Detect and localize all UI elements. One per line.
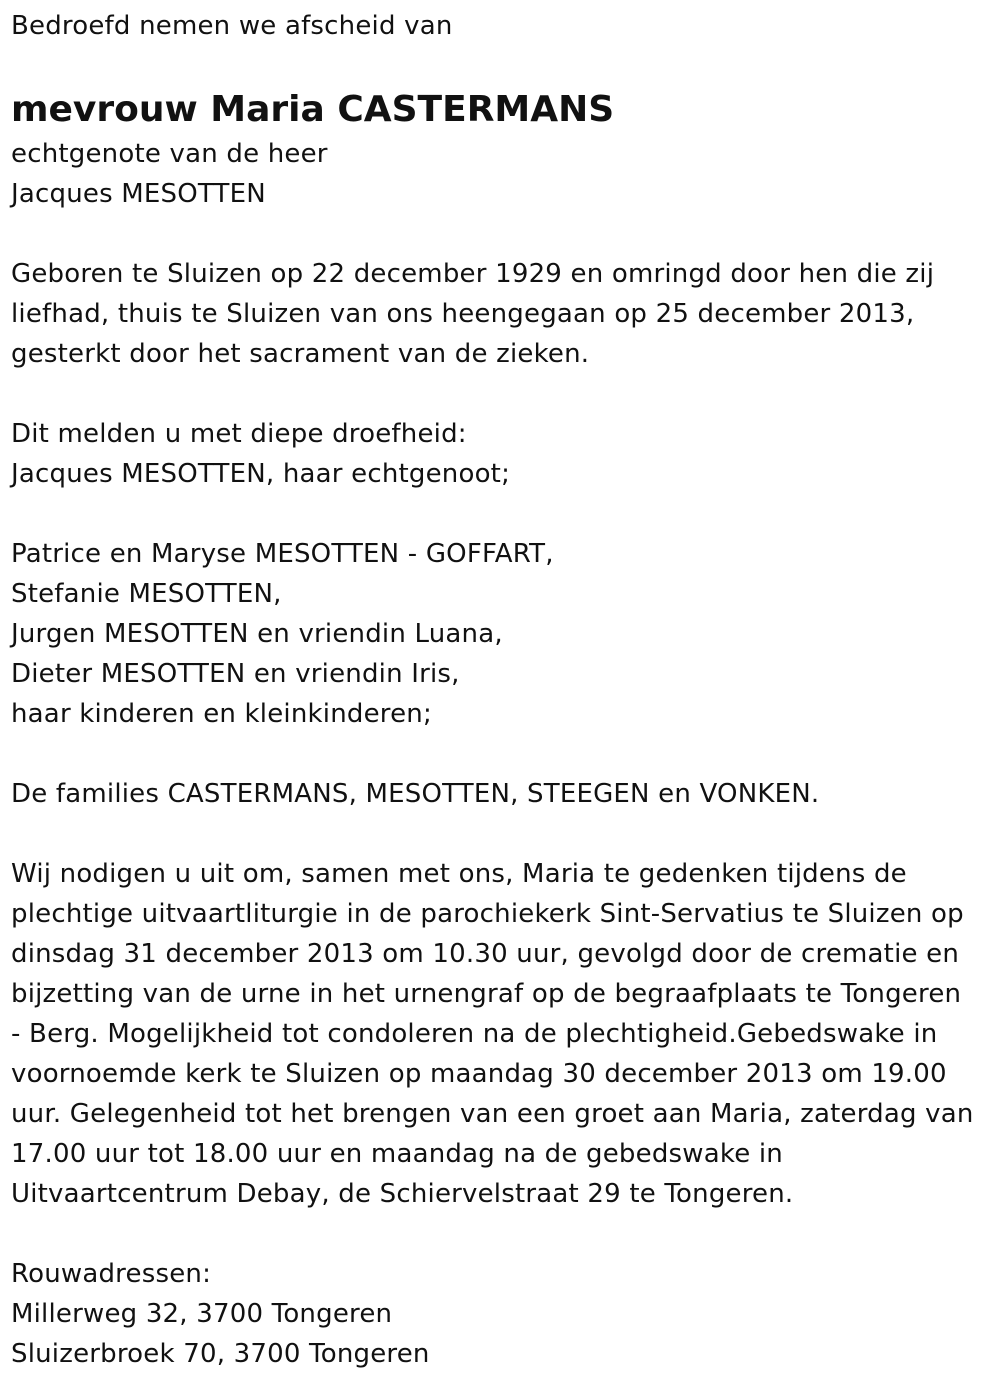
invitation-line: 17.00 uur tot 18.00 uur en maandag na de gebedswake in	[11, 1139, 783, 1169]
families-line: De families CASTERMANS, MESOTTEN, STEEGEN en VONKEN.	[11, 779, 820, 809]
addresses-block	[11, 1254, 986, 1374]
children-block	[11, 534, 986, 734]
child-line: Dieter MESOTTEN en vriendin Iris,	[11, 659, 460, 689]
spouse-line: echtgenote van de heer	[11, 139, 328, 169]
address-line: Millerweg 32, 3700 Tongeren	[11, 1299, 393, 1329]
invitation-line: Wij nodigen u uit om, samen met ons, Maria te gedenken tijdens de	[11, 859, 907, 889]
child-line: Patrice en Maryse MESOTTEN - GOFFART,	[11, 539, 554, 569]
address-line: Sluizerbroek 70, 3700 Tongeren	[11, 1339, 430, 1369]
invitation-line: - Berg. Mogelijkheid tot condoleren na de plechtigheid.Gebedswake in	[11, 1019, 938, 1049]
spouse-name: Jacques MESOTTEN	[11, 179, 266, 209]
invitation-line: plechtige uitvaartliturgie in de parochiekerk Sint-Servatius te Sluizen op	[11, 899, 964, 929]
announcer-line: Jacques MESOTTEN, haar echtgenoot;	[11, 459, 511, 489]
child-line: Jurgen MESOTTEN en vriendin Luana,	[11, 619, 503, 649]
birth-death-paragraph	[11, 254, 986, 374]
announcer-line: Dit melden u met diepe droefheid:	[11, 419, 467, 449]
addresses-heading: Rouwadressen:	[11, 1259, 212, 1289]
child-line: haar kinderen en kleinkinderen;	[11, 699, 432, 729]
paragraph-line: Geboren te Sluizen op 22 december 1929 en omringd door hen die zij	[11, 259, 935, 289]
invitation-line: uur. Gelegenheid tot het brengen van een groet aan Maria, zaterdag van	[11, 1099, 974, 1129]
intro-text: Bedroefd nemen we afscheid van	[11, 11, 453, 41]
spouse-block	[11, 134, 986, 214]
invitation-line: voornoemde kerk te Sluizen op maandag 30 december 2013 om 19.00	[11, 1059, 947, 1089]
announcers-block	[11, 414, 986, 494]
paragraph-line: gesterkt door het sacrament van de zieken.	[11, 339, 590, 369]
families-block	[11, 774, 986, 814]
invitation-paragraph	[11, 854, 986, 1214]
invitation-line: bijzetting van de urne in het urnengraf op de begraafplaats te Tongeren	[11, 979, 962, 1009]
paragraph-line: liefhad, thuis te Sluizen van ons heengegaan op 25 december 2013,	[11, 299, 915, 329]
invitation-line: dinsdag 31 december 2013 om 10.30 uur, gevolgd door de crematie en	[11, 939, 960, 969]
invitation-line: Uitvaartcentrum Debay, de Schiervelstraat 29 te Tongeren.	[11, 1179, 794, 1209]
child-line: Stefanie MESOTTEN,	[11, 579, 282, 609]
deceased-name: mevrouw Maria CASTERMANS	[11, 89, 615, 130]
